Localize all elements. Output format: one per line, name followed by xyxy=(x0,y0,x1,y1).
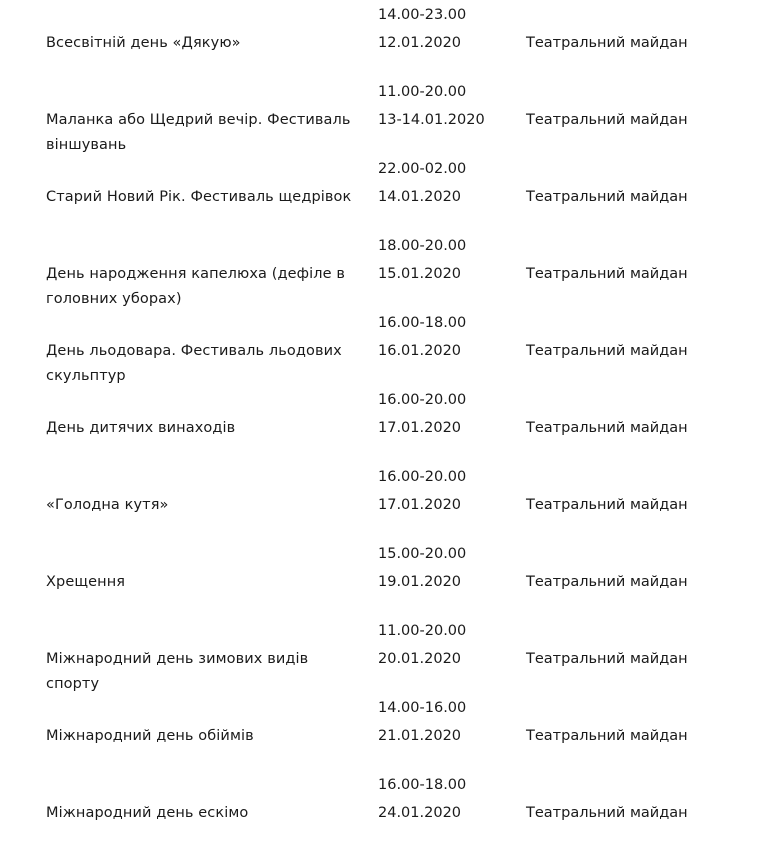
event-row xyxy=(0,465,770,542)
event-name: «Голодна кутя» xyxy=(46,497,169,513)
event-date: 12.01.2020 xyxy=(378,35,462,51)
event-time: 16.00-20.00 xyxy=(378,392,467,408)
event-row xyxy=(0,157,770,234)
event-date: 24.01.2020 xyxy=(378,805,462,821)
event-venue: Театральний майдан xyxy=(526,728,688,744)
event-name: День дитячих винаходів xyxy=(46,420,236,436)
event-time: 11.00-20.00 xyxy=(378,84,467,100)
event-time: 11.00-20.00 xyxy=(378,623,467,639)
event-venue: Театральний майдан xyxy=(526,266,688,282)
event-name: День народження капелюха (дефіле в головних уборах) xyxy=(46,266,345,307)
event-venue: Театральний майдан xyxy=(526,651,688,667)
event-time: 22.00-02.00 xyxy=(378,161,467,177)
event-time: 16.00-18.00 xyxy=(378,777,467,793)
event-date: 17.01.2020 xyxy=(378,497,462,513)
event-row xyxy=(0,619,770,696)
event-name: Маланка або Щедрий вечір. Фестиваль віншувань xyxy=(46,112,351,153)
event-date: 14.01.2020 xyxy=(378,189,462,205)
event-time: 15.00-20.00 xyxy=(378,546,467,562)
event-venue: Театральний майдан xyxy=(526,574,688,590)
event-venue: Театральний майдан xyxy=(526,35,688,51)
event-row xyxy=(0,234,770,311)
event-date: 20.01.2020 xyxy=(378,651,462,667)
event-venue: Театральний майдан xyxy=(526,497,688,513)
event-row xyxy=(0,542,770,619)
event-name: Старий Новий Рік. Фестиваль щедрівок xyxy=(46,189,352,205)
event-name: День льодовара. Фестиваль льодових скульптур xyxy=(46,343,342,384)
event-name: Міжнародний день обіймів xyxy=(46,728,254,744)
event-date: 17.01.2020 xyxy=(378,420,462,436)
event-row xyxy=(0,80,770,157)
event-row xyxy=(0,311,770,388)
event-name: Хрещення xyxy=(46,574,126,590)
event-row xyxy=(0,696,770,773)
event-venue: Театральний майдан xyxy=(526,420,688,436)
event-date: 16.01.2020 xyxy=(378,343,462,359)
event-row xyxy=(0,773,770,850)
event-name: Міжнародний день ескімо xyxy=(46,805,249,821)
event-date: 19.01.2020 xyxy=(378,574,462,590)
event-name: Всесвітній день «Дякую» xyxy=(46,35,241,51)
event-venue: Театральний майдан xyxy=(526,112,688,128)
event-date: 15.01.2020 xyxy=(378,266,462,282)
event-time: 16.00-18.00 xyxy=(378,315,467,331)
event-venue: Театральний майдан xyxy=(526,343,688,359)
event-venue: Театральний майдан xyxy=(526,189,688,205)
event-row xyxy=(0,3,770,80)
event-time: 14.00-23.00 xyxy=(378,7,467,23)
event-date: 13-14.01.2020 xyxy=(378,112,485,128)
event-row xyxy=(0,388,770,465)
event-venue: Театральний майдан xyxy=(526,805,688,821)
event-date: 21.01.2020 xyxy=(378,728,462,744)
event-time: 18.00-20.00 xyxy=(378,238,467,254)
event-time: 14.00-16.00 xyxy=(378,700,467,716)
event-name: Міжнародний день зимових видів спорту xyxy=(46,651,309,692)
event-time: 16.00-20.00 xyxy=(378,469,467,485)
